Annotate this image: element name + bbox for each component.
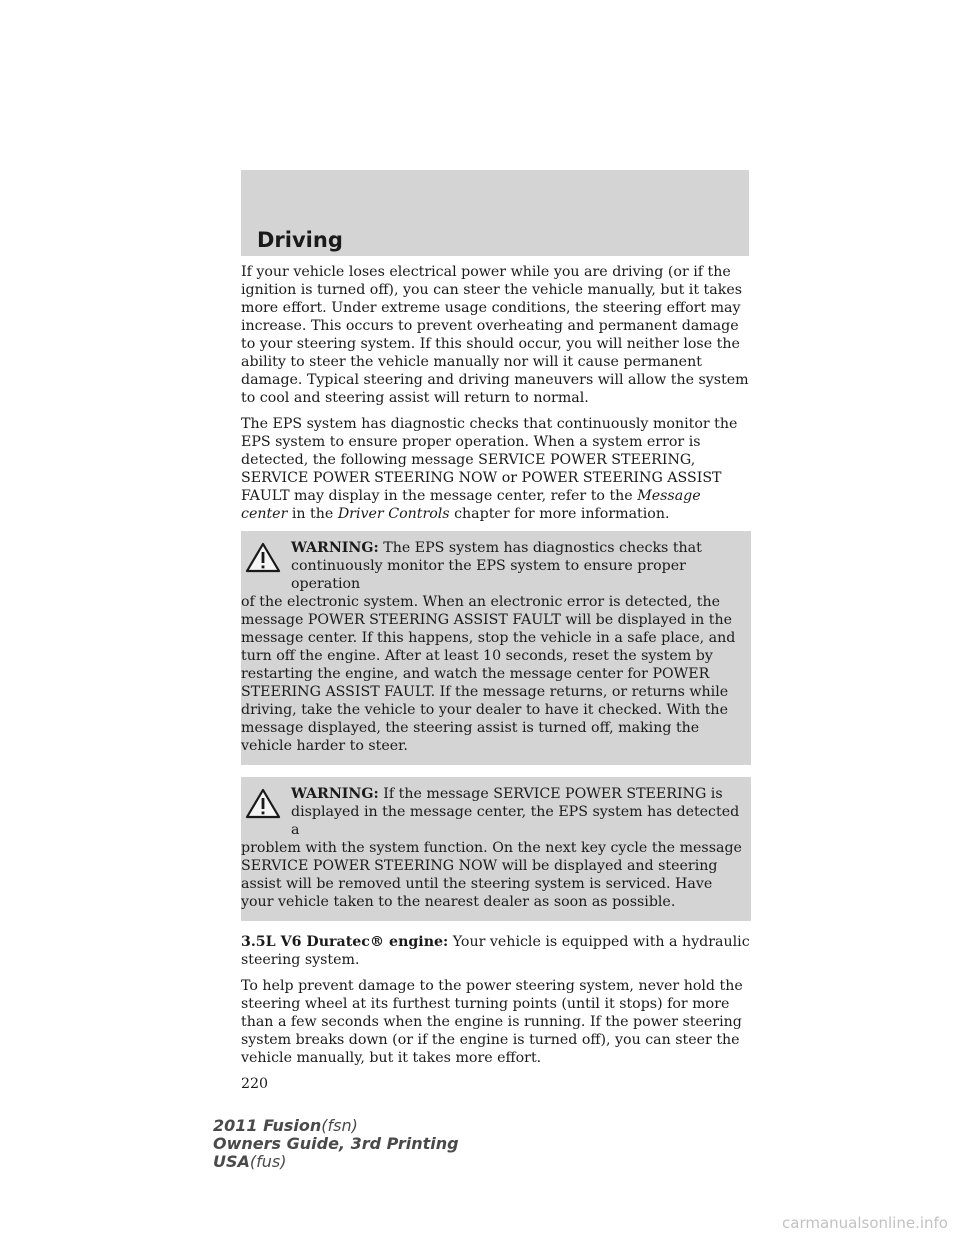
watermark: carmanualsonline.info [782,1214,948,1232]
warning-box-eps-fault [241,531,751,765]
document-footer: 2011 Fusion(fsn) Owners Guide, 3rd Printing USA(fus) [213,1116,459,1171]
warning-label: WARNING: [291,540,379,556]
section-header-band [241,170,749,256]
warning-triangle-icon [241,785,291,839]
paragraph-eps-diagnostics: The EPS system has diagnostic checks that continuously monitor the EPS system to ensure proper operation. When a system error is detected, the following message SERVICE POWER STEERING, SERVICE POWER STEERING NOW or POWER STEERING ASSIST FAULT may display in the message center, refer to the Message center in the Driver Controls chapter for more information. [241,416,738,522]
page-number: 220 [241,1076,269,1092]
paragraph-electrical-power: If your vehicle loses electrical power while you are driving (or if the ignition is turned off), you can steer the vehicle manually, but it takes more effort. Under extreme usage conditions, the steering effort may increase. This occurs to prevent overheating and permanent damage to your steering system. If this should occur, you will neither lose the ability to steer the vehicle manually nor will it cause permanent damage. Typical steering and driving maneuvers will allow the system to cool and steering assist will return to normal. [241,264,749,406]
warning-triangle-icon [241,539,291,593]
warning-text: The EPS system has diagnostics checks that continuously monitor the EPS system to ensure proper operation [291,540,702,592]
ref-message-center: Message center [241,488,701,522]
warning-text: If the message SERVICE POWER STEERING is displayed in the message center, the EPS system has detected a [291,786,740,838]
warning-label: WARNING: [291,786,379,802]
ref-driver-controls: Driver Controls [337,506,450,522]
paragraph-power-steering-damage: To help prevent damage to the power steering system, never hold the steering wheel at its furthest turning points (until it stops) for more than a few seconds when the engine is running. If the power steering system breaks down (or if the engine is turned off), you can steer the vehicle manually, but it takes more effort. [241,978,743,1066]
engine-text: Your vehicle is equipped with a hydraulic steering system. [241,934,750,968]
warning-text-continued: of the electronic system. When an electronic error is detected, the message POWER STEERING ASSIST FAULT will be displayed in the message center. If this happens, stop the vehicle in a safe place, and turn off the engine. After at least 10 seconds, reset the system by restarting the engine, and watch the message center for POWER STEERING ASSIST FAULT. If the message returns, or returns while driving, take the vehicle to your dealer to have it checked. With the message displayed, the steering assist is turned off, making the vehicle harder to steer. [241,594,736,754]
warning-box-service-steering [241,777,751,921]
section-title: Driving [257,228,343,252]
engine-label: 3.5L V6 Duratec® engine: [241,934,449,950]
page-content [241,263,751,1093]
warning-text-continued: problem with the system function. On the next key cycle the message SERVICE POWER STEERING NOW will be displayed and steering assist will be removed until the steering system is serviced. Have your vehicle taken to the nearest dealer as soon as possible. [241,840,742,910]
paragraph-engine [241,933,751,969]
